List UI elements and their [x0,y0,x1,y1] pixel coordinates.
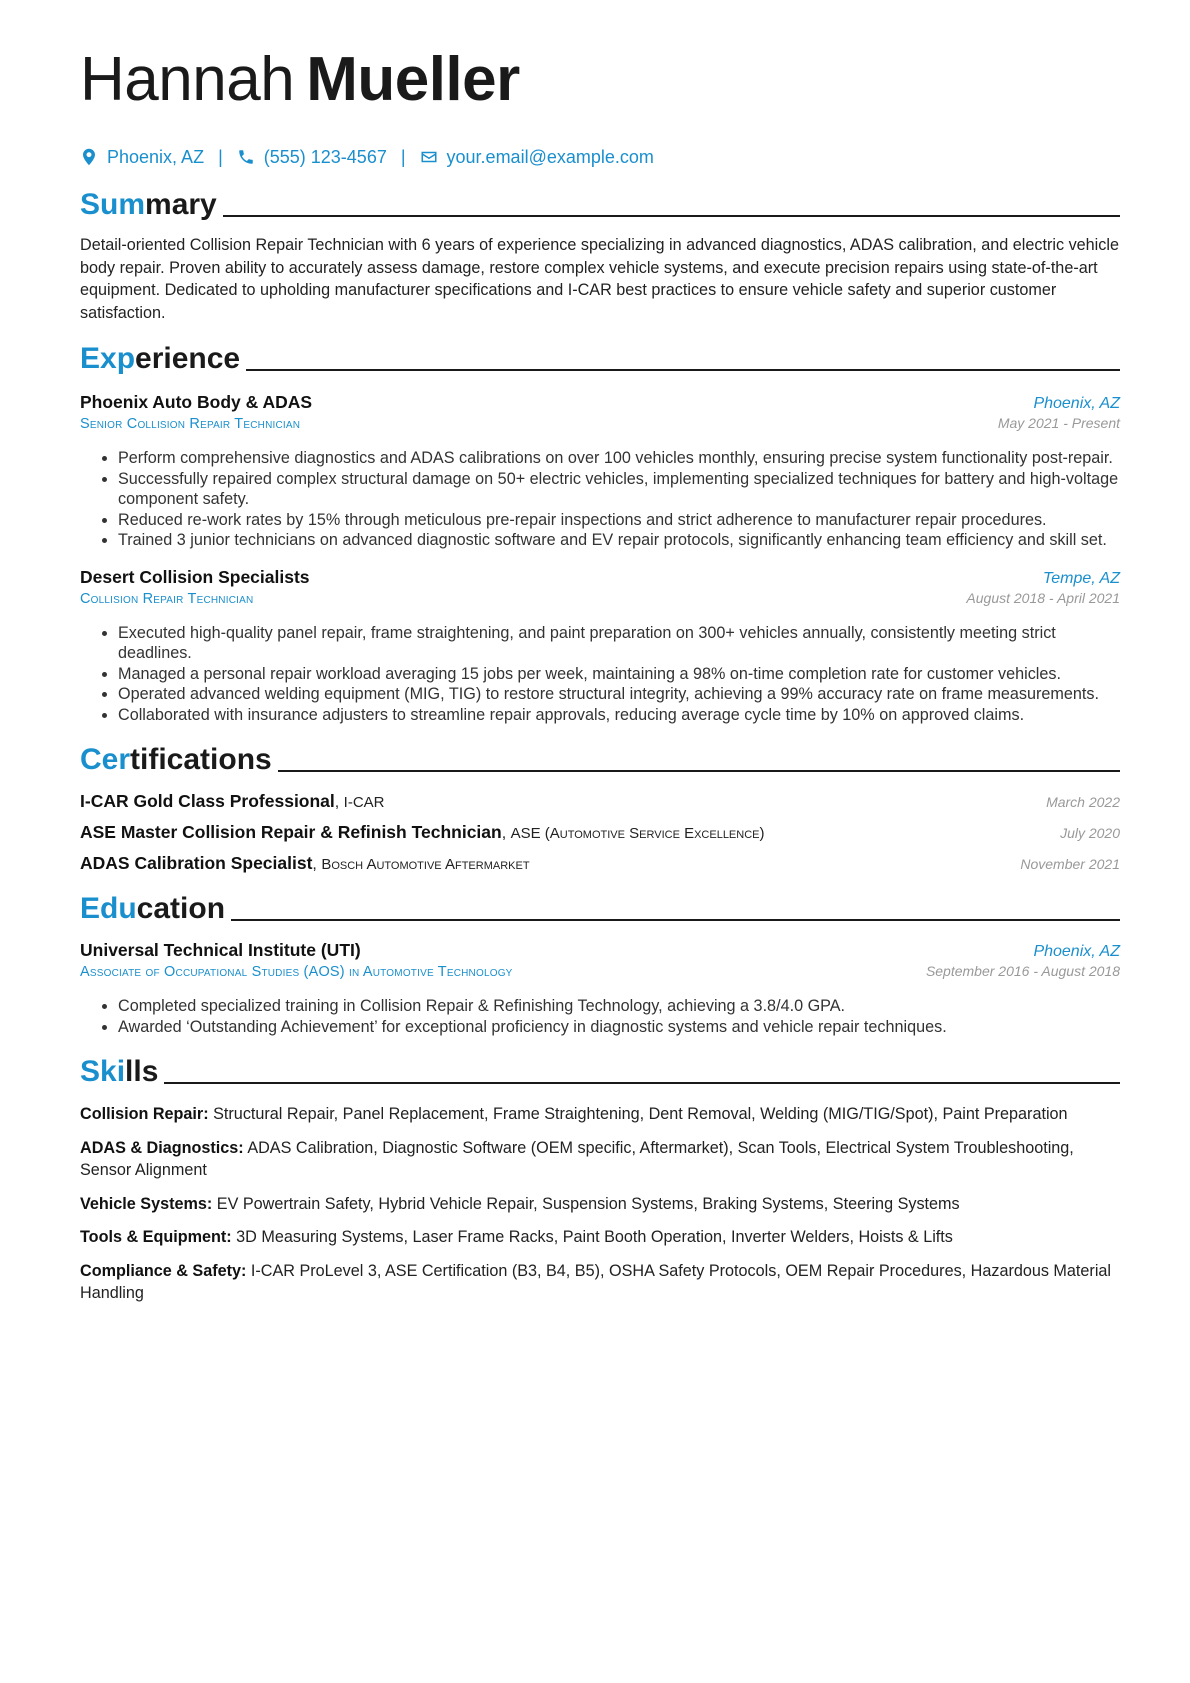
section-title [80,1055,158,1089]
heading-accent: Ski [80,1055,126,1088]
candidate-name [80,40,1120,120]
location-text: Phoenix, AZ [107,146,205,167]
heading-rest: cation [136,892,226,925]
contact-email[interactable] [420,147,654,168]
bullet-item: • Operated advanced welding equipment (MIG, TIG) to restore structural integrity, achieving a 99% accuracy rate on frame measurements. [118,684,1120,705]
contact-location [80,147,204,168]
skill-label: Vehicle Systems: [80,1194,213,1213]
job-title: Collision Repair Technician [80,590,254,607]
certification-name: ADAS Calibration Specialist [80,853,313,873]
bullet-item: • Successfully repaired complex structural damage on 50+ electric vehicles, implementing specialized techniques for battery and high-voltage component safety. [118,469,1120,510]
certification-date: November 2021 [1020,856,1120,872]
bullet-item: • Executed high-quality panel repair, frame straightening, and paint preparation on 300+ vehicles annually, consistently meeting strict deadlines. [118,623,1120,664]
job-location: Phoenix, AZ [1033,395,1120,412]
bullet-item: • Collaborated with insurance adjusters to streamline repair approvals, reducing average cycle time by 10% on approved claims. [118,705,1120,726]
heading-accent: Edu [80,892,137,925]
skill-row [80,1103,1120,1126]
skill-label: Collision Repair: [80,1105,209,1123]
certification-name: ASE Master Collision Repair & Refinish Technician [80,822,502,842]
employer-name: Phoenix Auto Body & ADAS [80,392,313,412]
education-bullets [80,996,1120,1037]
map-pin-icon [80,148,98,166]
certification-date: March 2022 [1046,794,1120,810]
heading-rest: erience [135,342,241,375]
bullet-item: • Reduced re-work rates by 15% through meticulous pre-repair inspections and strict adherence to manufacturer repair procedures. [118,510,1120,531]
email-link: your.email@example.com [446,146,654,167]
envelope-icon [420,148,438,166]
experience-entry [80,392,1120,551]
certification-item: ADAS Calibration Specialist, Bosch Automotive Aftermarket November 2021 [80,853,1120,873]
skills-list [80,1103,1120,1305]
degree-title: Associate of Occupational Studies (AOS) in Automotive Technology [80,964,513,980]
phone-icon [237,148,255,166]
contact-separator: | [400,146,406,167]
contact-separator: | [218,146,223,167]
section-rule [223,215,1120,217]
heading-accent: Sum [80,188,146,221]
phone-text: (555) 123-4567 [263,146,387,167]
summary-text: Detail-oriented Collision Repair Technician with 6 years of experience specializing in advanced diagnostics, ADAS calibration, and electric vehicle body repair. Proven ability to accurately assess damage, restore complex vehicle systems, and execute precision repairs using state-of-the-art equipment. Dedicated to upholding manufacturer specifications and I-CAR best practices to ensure vehicle safety and superior customer satisfaction. [80,236,1119,322]
skill-row [80,1193,1120,1216]
certification-issuer: Bosch Automotive Aftermarket [321,856,530,873]
certification-date: July 2020 [1060,825,1120,841]
job-dates: August 2018 - April 2021 [966,589,1120,606]
heading-rest: mary [145,188,217,221]
skill-values: 3D Measuring Systems, Laser Frame Racks, Paint Booth Operation, Inverter Welders, Hoists & Lifts [236,1228,953,1246]
section-rule [246,369,1120,371]
resume-page [80,40,1120,1316]
section-rule [231,919,1120,921]
employer-name: Desert Collision Specialists [80,566,310,587]
certifications-heading [80,743,1120,777]
skill-label: ADAS & Diagnostics: [80,1138,244,1157]
bullet-item: • Awarded ‘Outstanding Achievement’ for exceptional proficiency in diagnostic systems and vehicle repair techniques. [118,1017,1120,1038]
experience-heading [80,342,1120,376]
bullet-item: • Managed a personal repair workload averaging 15 jobs per week, maintaining a 98% on-time completion rate for customer vehicles. [118,664,1120,685]
certification-item: I-CAR Gold Class Professional, I-CAR March 2022 [80,791,1120,811]
job-bullets [80,623,1120,726]
contact-phone[interactable] [237,147,387,168]
section-title [80,892,225,926]
last-name: Mueller [306,45,520,114]
certification-item: ASE Master Collision Repair & Refinish Technician, ASE (Automotive Service Excellence) July 2020 [80,822,1120,842]
certification-issuer: I-CAR [343,794,385,811]
section-title [80,743,272,777]
certification-name: I-CAR Gold Class Professional [80,791,335,811]
section-rule [164,1082,1120,1084]
skill-label: Tools & Equipment: [80,1228,232,1246]
education-heading [80,892,1120,926]
summary-heading [80,188,1120,222]
skill-values: Structural Repair, Panel Replacement, Frame Straightening, Dent Removal, Welding (MIG/TIG/Spot), Paint Preparation [213,1105,1068,1123]
bullet-item: • Trained 3 junior technicians on advanced diagnostic software and EV repair protocols, significantly enhancing team efficiency and skill set. [118,530,1120,551]
job-title: Senior Collision Repair Technician [80,416,301,432]
heading-accent: Cer [80,743,131,776]
skill-row [80,1226,1120,1249]
section-title [80,342,240,376]
job-dates: May 2021 - Present [997,415,1120,431]
heading-rest: lls [125,1055,159,1088]
certification-list [80,791,1120,874]
certification-issuer: ASE (Automotive Service Excellence) [510,825,765,842]
first-name: Hannah [80,45,295,114]
skill-values: ADAS Calibration, Diagnostic Software (OEM specific, Aftermarket), Scan Tools, Electrical System Troubleshooting, Sensor Alignment [80,1138,1074,1179]
school-name: Universal Technical Institute (UTI) [80,940,361,960]
job-location: Tempe, AZ [1042,569,1120,587]
heading-accent: Exp [80,342,136,375]
bullet-item: • Perform comprehensive diagnostics and ADAS calibrations on over 100 vehicles monthly, ensuring precise system functionality post-repair. [118,448,1120,469]
education-entry [80,940,1120,1037]
skill-values: I-CAR ProLevel 3, ASE Certification (B3, B4, B5), OSHA Safety Protocols, OEM Repair Procedures, Hazardous Material Handling [80,1261,1112,1302]
section-rule [278,770,1120,772]
skill-row [80,1137,1120,1182]
skill-label: Compliance & Safety: [80,1261,247,1280]
section-title [80,188,217,222]
skills-heading [80,1055,1120,1089]
school-location: Phoenix, AZ [1033,943,1120,960]
experience-entry [80,567,1120,726]
skill-row [80,1260,1120,1305]
job-bullets [80,448,1120,551]
education-dates: September 2016 - August 2018 [925,963,1120,979]
bullet-item: • Completed specialized training in Collision Repair & Refinishing Technology, achieving a 3.8/4.0 GPA. [118,996,1120,1017]
skill-values: EV Powertrain Safety, Hybrid Vehicle Repair, Suspension Systems, Braking Systems, Steering Systems [216,1194,960,1213]
contact-bar [80,144,1120,170]
heading-rest: tifications [130,743,272,776]
